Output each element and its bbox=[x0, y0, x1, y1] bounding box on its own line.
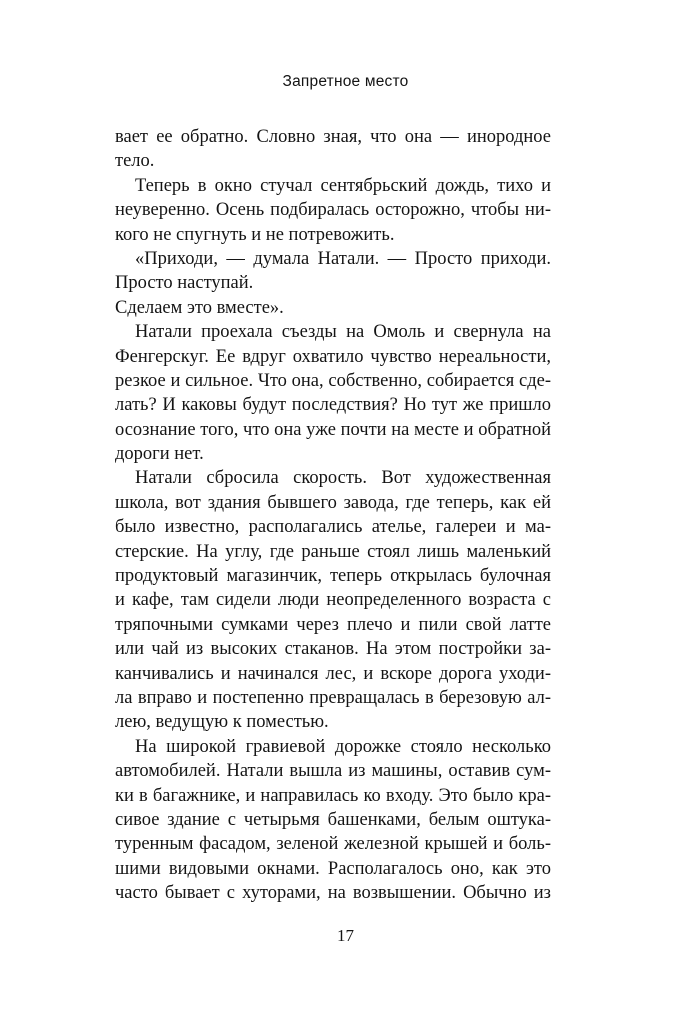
page-number: 17 bbox=[337, 926, 354, 945]
text-line: было известно, располагались ателье, галереи и ма- bbox=[115, 517, 551, 538]
text-line: и кафе, там сидели люди неопределенного возраста с bbox=[115, 590, 551, 611]
text-line: дороги нет. bbox=[115, 444, 204, 465]
text-line: Фенгерскуг. Ее вдруг охватило чувство нереальности, bbox=[115, 346, 551, 367]
text-line: школа, вот здания бывшего завода, где теперь, как ей bbox=[115, 492, 551, 513]
text-line: ла вправо и постепенно превращалась в березовую ал- bbox=[115, 687, 551, 708]
text-line: Просто наступай. bbox=[115, 273, 254, 294]
text-line: или чай из высоких стаканов. На этом постройки за- bbox=[115, 639, 551, 660]
text-line: канчивались и начинался лес, и вскоре дорога уходи- bbox=[115, 663, 551, 684]
text-line: Натали сбросила скорость. Вот художественная bbox=[135, 468, 551, 489]
text-line: неуверенно. Осень подбиралась осторожно, чтобы ни- bbox=[115, 200, 551, 221]
body-text bbox=[115, 125, 551, 906]
text-line: сивое здание с четырьмя башенками, белым оштука- bbox=[115, 809, 551, 830]
text-line: кого не спугнуть и не потревожить. bbox=[115, 224, 395, 245]
text-line: продуктовый магазинчик, теперь открылась булочная bbox=[115, 566, 551, 587]
text-line: автомобилей. Натали вышла из машины, оставив сум- bbox=[115, 761, 551, 782]
text-line: туренным фасадом, зеленой железной крышей и боль- bbox=[115, 834, 551, 855]
text-line: стерские. На углу, где раньше стоял лишь маленький bbox=[115, 541, 551, 562]
text-line: «Приходи, — думала Натали. — Просто приходи. bbox=[135, 248, 551, 269]
text-line: ки в багажнике, и направилась ко входу. Это было кра- bbox=[115, 785, 551, 806]
text-line: Теперь в окно стучал сентябрьский дождь, тихо и bbox=[135, 175, 551, 196]
text-line: тело. bbox=[115, 151, 155, 172]
text-line: Натали проехала съезды на Омоль и свернула на bbox=[135, 322, 551, 343]
text-line: тряпочными сумками через плечо и пили свой латте bbox=[115, 614, 551, 635]
text-line: осознание того, что она уже почти на месте и обратной bbox=[115, 419, 551, 440]
text-line: резкое и сильное. Что она, собственно, собирается сде- bbox=[115, 370, 551, 391]
text-line: На широкой гравиевой дорожке стояло несколько bbox=[135, 736, 551, 757]
running-title: Запретное место bbox=[282, 73, 409, 90]
text-line: часто бывает с хуторами, на возвышении. Обычно из bbox=[115, 883, 551, 904]
text-line: вает ее обратно. Словно зная, что она — инородное bbox=[115, 127, 551, 147]
text-line: Сделаем это вместе». bbox=[115, 297, 284, 318]
text-line: лать? И каковы будут последствия? Но тут же пришло bbox=[115, 395, 551, 416]
text-line: шими видовыми окнами. Располагалось оно, как это bbox=[115, 858, 551, 879]
text-line: лею, ведущую к поместью. bbox=[115, 712, 329, 733]
